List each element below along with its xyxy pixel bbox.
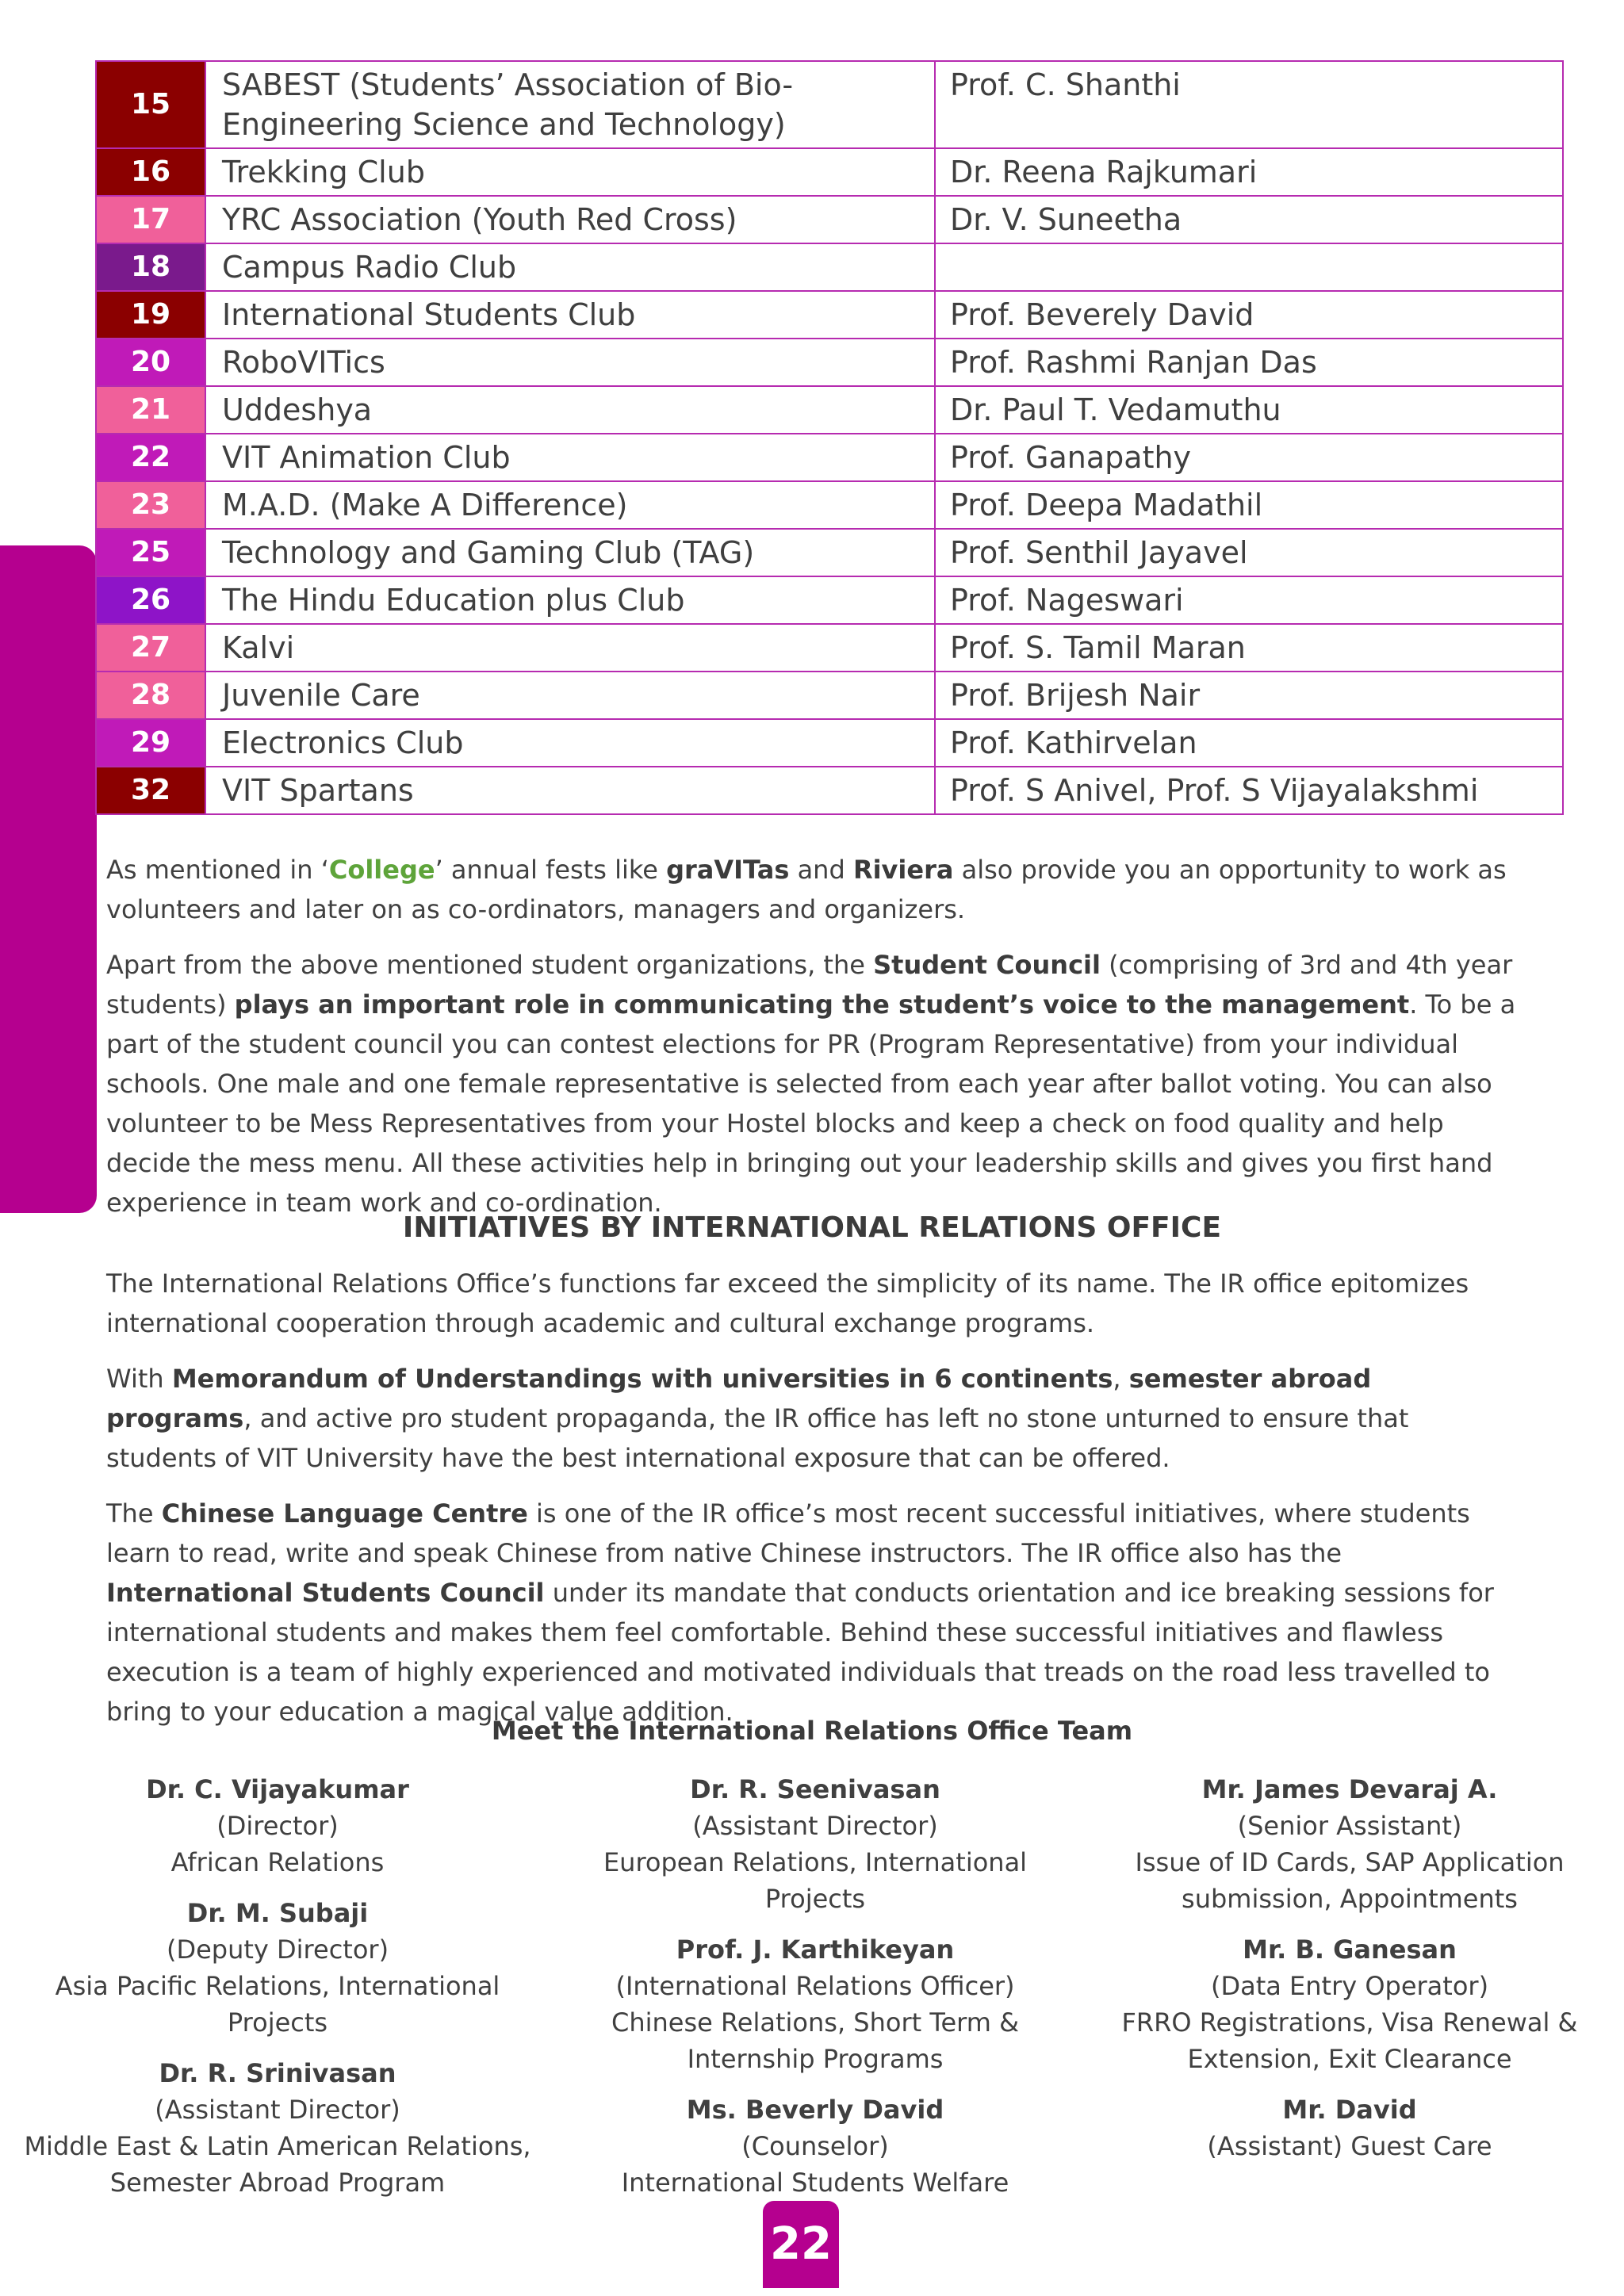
club-name: The Hindu Education plus Club (205, 576, 935, 624)
club-coordinator: Prof. Ganapathy (935, 434, 1563, 481)
table-row (96, 196, 1563, 243)
text: also provide you an opportunity to work as volunteers and later on as co-ordinators, managers and organizers. (106, 855, 1507, 924)
clubs-table (95, 60, 1564, 815)
member-name: Mr. David (1282, 2095, 1417, 2125)
ir-chinese-paragraph (106, 1494, 1518, 1732)
ir-mou-paragraph (106, 1359, 1518, 1478)
member-role: (Senior Assistant) (1237, 1811, 1462, 1841)
club-coordinator: Prof. Nageswari (935, 576, 1563, 624)
table-row (96, 148, 1563, 196)
ir-text (106, 1264, 1518, 1747)
team-member (1086, 2091, 1613, 2164)
college-emphasis: College (328, 855, 435, 885)
club-name: Uddeshya (205, 386, 935, 434)
table-row (96, 339, 1563, 386)
table-row (96, 576, 1563, 624)
table-row (96, 481, 1563, 529)
club-coordinator: Prof. Rashmi Ranjan Das (935, 339, 1563, 386)
club-coordinator: Prof. Beverely David (935, 291, 1563, 339)
bold-text: Memorandum of Understandings with universities in 6 continents (171, 1364, 1113, 1394)
team-member (8, 2055, 547, 2201)
clubs-text (106, 850, 1518, 1238)
member-duty: Middle East & Latin American Relations, Semester Abroad Program (24, 2131, 531, 2198)
text: and (789, 855, 853, 885)
club-coordinator: Prof. Senthil Jayavel (935, 529, 1563, 576)
club-coordinator: Dr. Reena Rajkumari (935, 148, 1563, 196)
club-number: 28 (96, 672, 205, 719)
team-member (1086, 1931, 1613, 2077)
club-coordinator: Prof. Kathirvelan (935, 719, 1563, 767)
club-name: International Students Club (205, 291, 935, 339)
club-name: YRC Association (Youth Red Cross) (205, 196, 935, 243)
member-role: (Director) (216, 1811, 339, 1841)
club-number: 22 (96, 434, 205, 481)
club-coordinator: Dr. V. Suneetha (935, 196, 1563, 243)
team-column-3 (1086, 1771, 1613, 2179)
text: , and active pro student propaganda, the IR office has left no stone unturned to ensure that students of VIT University have the best international exposure that can be offered. (106, 1403, 1409, 1473)
table-row (96, 624, 1563, 672)
bold-text: Student Council (873, 950, 1101, 980)
bold-text: Chinese Language Centre (161, 1498, 528, 1529)
club-coordinator (935, 243, 1563, 291)
team-member (8, 1771, 547, 1881)
side-accent-bar (0, 545, 97, 1213)
table-row (96, 529, 1563, 576)
text: ’ annual fests like (435, 855, 667, 885)
team-member (8, 1895, 547, 2041)
club-name: Electronics Club (205, 719, 935, 767)
table-row (96, 61, 1563, 148)
team-column-2 (555, 1771, 1075, 2215)
club-name: SABEST (Students’ Association of Bio-Engineering Science and Technology) (205, 61, 935, 148)
club-coordinator: Prof. C. Shanthi (935, 61, 1563, 148)
club-number: 18 (96, 243, 205, 291)
club-number: 29 (96, 719, 205, 767)
member-name: Dr. M. Subaji (186, 1898, 369, 1928)
section-heading: INITIATIVES BY INTERNATIONAL RELATIONS OFFICE (402, 1211, 1222, 1244)
member-duty: Chinese Relations, Short Term & Internship Programs (611, 2007, 1020, 2074)
member-role: (International Relations Officer) (615, 1971, 1015, 2001)
fest-name: graVITas (666, 855, 790, 885)
club-name: M.A.D. (Make A Difference) (205, 481, 935, 529)
ir-intro-paragraph: The International Relations Office’s functions far exceed the simplicity of its name. The IR office epitomizes international cooperation through academic and cultural exchange programs. (106, 1269, 1469, 1338)
team-member (555, 2091, 1075, 2201)
club-coordinator: Prof. Deepa Madathil (935, 481, 1563, 529)
member-name: Dr. R. Seenivasan (690, 1774, 940, 1804)
club-coordinator: Prof. S Anivel, Prof. S Vijayalakshmi (935, 767, 1563, 814)
club-number: 16 (96, 148, 205, 196)
table-row (96, 719, 1563, 767)
club-number: 17 (96, 196, 205, 243)
member-duty: International Students Welfare (621, 2168, 1009, 2198)
team-heading: Meet the International Relations Office Team (491, 1716, 1133, 1746)
bold-text: International Students Council (106, 1578, 545, 1608)
club-number: 15 (96, 61, 205, 148)
member-name: Mr. James Devaraj A. (1201, 1774, 1498, 1804)
text: The (106, 1498, 162, 1529)
member-duty: Asia Pacific Relations, International Projects (55, 1971, 500, 2038)
team-member (555, 1931, 1075, 2077)
member-role: (Counselor) (741, 2131, 889, 2161)
club-number: 26 (96, 576, 205, 624)
text: . To be a part of the student council you can contest elections for PR (Program Representative) from your individual schools. One male and one female representative is selected from each year after ballot voting. You can also volunteer to be Mess Representatives from your Hostel blocks and keep a check on food quality and help decide the mess menu. All these activities help in bringing out your leadership skills and gives you first hand experience in team work and co-ordination. (106, 989, 1516, 1218)
member-role: (Assistant Director) (155, 2095, 400, 2125)
team-member (555, 1771, 1075, 1917)
fests-paragraph (106, 850, 1518, 929)
member-duty: FRRO Registrations, Visa Renewal & Extension, Exit Clearance (1121, 2007, 1578, 2074)
text: under its mandate that conducts orientation and ice breaking sessions for international students and makes them feel comfortable. Behind these successful initiatives and flawless execution is a team of highly experienced and motivated individuals that treads on the road less travelled to bring to your education a magical value addition. (106, 1578, 1494, 1727)
club-number: 32 (96, 767, 205, 814)
bold-text: plays an important role in communicating the student’s voice to the management (234, 989, 1410, 1020)
student-council-paragraph (106, 945, 1518, 1223)
text: (comprising of 3rd and 4th year students) (106, 950, 1513, 1020)
member-duty: Issue of ID Cards, SAP Application submission, Appointments (1135, 1847, 1565, 1914)
club-number: 19 (96, 291, 205, 339)
club-name: Technology and Gaming Club (TAG) (205, 529, 935, 576)
member-name: Prof. J. Karthikeyan (676, 1934, 955, 1965)
member-role: (Assistant) Guest Care (1207, 2131, 1492, 2161)
club-name: Kalvi (205, 624, 935, 672)
club-name: RoboVITics (205, 339, 935, 386)
club-number: 27 (96, 624, 205, 672)
table-row (96, 386, 1563, 434)
text: is one of the IR office’s most recent successful initiatives, where students learn to read, write and speak Chinese from native Chinese instructors. The IR office also has the (106, 1498, 1470, 1568)
club-number: 25 (96, 529, 205, 576)
member-duty: African Relations (170, 1847, 385, 1877)
member-name: Dr. R. Srinivasan (159, 2058, 396, 2088)
club-coordinator: Prof. Brijesh Nair (935, 672, 1563, 719)
text: With (106, 1364, 172, 1394)
member-name: Mr. B. Ganesan (1243, 1934, 1457, 1965)
table-row (96, 767, 1563, 814)
team-member (1086, 1771, 1613, 1917)
member-name: Dr. C. Vijayakumar (146, 1774, 409, 1804)
table-row (96, 434, 1563, 481)
member-duty: European Relations, International Projects (603, 1847, 1028, 1914)
member-role: (Data Entry Operator) (1210, 1971, 1489, 2001)
club-coordinator: Prof. S. Tamil Maran (935, 624, 1563, 672)
club-coordinator: Dr. Paul T. Vedamuthu (935, 386, 1563, 434)
team-column-1 (8, 1771, 547, 2215)
club-number: 23 (96, 481, 205, 529)
member-role: (Assistant Director) (692, 1811, 938, 1841)
text: , (1113, 1364, 1129, 1394)
member-name: Ms. Beverly David (686, 2095, 944, 2125)
club-name: Juvenile Care (205, 672, 935, 719)
club-name: Campus Radio Club (205, 243, 935, 291)
table-row (96, 291, 1563, 339)
club-number: 20 (96, 339, 205, 386)
club-number: 21 (96, 386, 205, 434)
member-role: (Deputy Director) (166, 1934, 389, 1965)
table-row (96, 672, 1563, 719)
bold-text: semester abroad programs (106, 1364, 1372, 1433)
table-row (96, 243, 1563, 291)
club-name: VIT Animation Club (205, 434, 935, 481)
club-name: VIT Spartans (205, 767, 935, 814)
text: Apart from the above mentioned student organizations, the (106, 950, 874, 980)
fest-name: Riviera (852, 855, 954, 885)
text: As mentioned in ‘ (106, 855, 329, 885)
club-name: Trekking Club (205, 148, 935, 196)
page-number: 22 (763, 2201, 839, 2288)
